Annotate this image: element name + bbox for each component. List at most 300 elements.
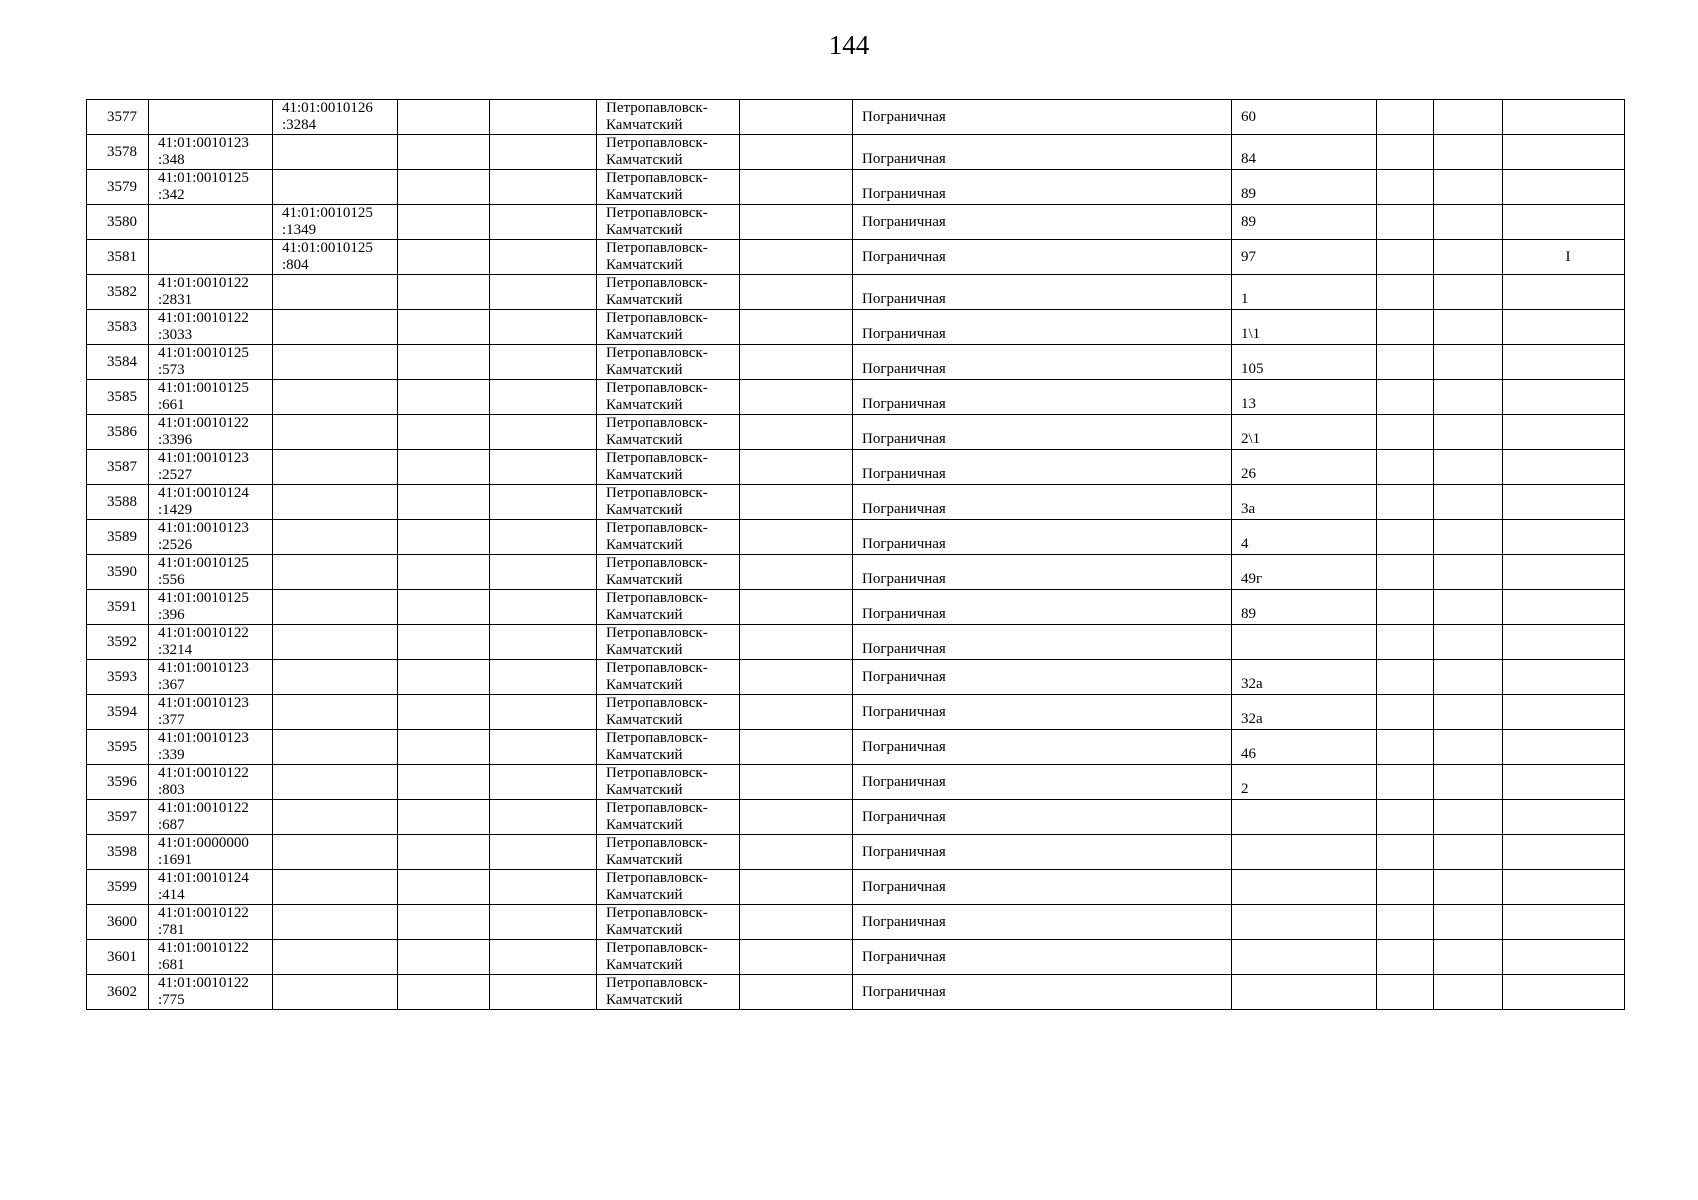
city-cell (597, 800, 740, 835)
empty-cell (490, 135, 597, 170)
empty-cell (740, 415, 853, 450)
empty-cell (740, 485, 853, 520)
city-line: Камчатский (606, 782, 683, 798)
row-number-cell: 3595 (87, 730, 149, 765)
city-line: Петропавловск- (606, 590, 708, 606)
row-number-cell: 3580 (87, 205, 149, 240)
empty-cell (1434, 205, 1503, 240)
house-number-cell: 89 (1232, 205, 1377, 240)
table-row (87, 135, 1625, 170)
table-row (87, 205, 1625, 240)
empty-cell (1377, 590, 1434, 625)
cadastral-number-cell (149, 975, 273, 1010)
city-line: Петропавловск- (606, 240, 708, 256)
empty-cell (740, 275, 853, 310)
table-row (87, 555, 1625, 590)
city-cell (597, 485, 740, 520)
empty-cell (1377, 695, 1434, 730)
empty-cell (398, 310, 490, 345)
house-number-cell (1232, 625, 1377, 660)
cadastral-number-cell (149, 275, 273, 310)
empty-cell (490, 940, 597, 975)
city-line: Петропавловск- (606, 765, 708, 781)
note-cell (1503, 660, 1625, 695)
cadastral-number-line: 41:01:0010123 (158, 450, 249, 466)
note-cell (1503, 345, 1625, 380)
note-cell (1503, 310, 1625, 345)
cadastral-number-cell (149, 520, 273, 555)
cadastral-number-line: :2526 (158, 537, 193, 553)
city-line: Камчатский (606, 852, 683, 868)
city-line: Петропавловск- (606, 800, 708, 816)
street-cell: Пограничная (853, 450, 1232, 485)
city-cell (597, 695, 740, 730)
city-line: Петропавловск- (606, 100, 708, 116)
street-cell: Пограничная (853, 135, 1232, 170)
row-number-cell: 3590 (87, 555, 149, 590)
city-line: Петропавловск- (606, 730, 708, 746)
empty-cell (740, 135, 853, 170)
empty-cell (1377, 660, 1434, 695)
house-number-cell: 46 (1232, 730, 1377, 765)
cadastral-number-cell (149, 450, 273, 485)
cadastral-number-line: :687 (158, 817, 185, 833)
cadastral-number-line: :1691 (158, 852, 193, 868)
cadastral-number-line: 41:01:0010124 (158, 870, 249, 886)
empty-cell (740, 940, 853, 975)
street-cell: Пограничная (853, 625, 1232, 660)
row-number-cell: 3591 (87, 590, 149, 625)
city-line: Камчатский (606, 222, 683, 238)
house-number-cell: 49г (1232, 555, 1377, 590)
empty-cell (490, 905, 597, 940)
empty-cell (740, 205, 853, 240)
house-number-cell: 89 (1232, 590, 1377, 625)
note-cell (1503, 415, 1625, 450)
empty-cell (398, 170, 490, 205)
row-number-cell: 3587 (87, 450, 149, 485)
empty-cell (740, 170, 853, 205)
empty-cell (1377, 975, 1434, 1010)
city-cell (597, 240, 740, 275)
note-cell (1503, 275, 1625, 310)
city-line: Камчатский (606, 502, 683, 518)
table-row (87, 240, 1625, 275)
note-cell (1503, 765, 1625, 800)
row-number-cell: 3601 (87, 940, 149, 975)
city-cell (597, 345, 740, 380)
cadastral-number-alt-cell (273, 660, 398, 695)
city-line: Петропавловск- (606, 660, 708, 676)
row-number-cell: 3593 (87, 660, 149, 695)
empty-cell (490, 170, 597, 205)
city-line: Петропавловск- (606, 170, 708, 186)
empty-cell (398, 590, 490, 625)
city-cell (597, 415, 740, 450)
cadastral-number-cell (149, 310, 273, 345)
table-row (87, 275, 1625, 310)
empty-cell (1377, 520, 1434, 555)
cadastral-number-alt-cell (273, 940, 398, 975)
house-number-cell (1232, 940, 1377, 975)
empty-cell (1377, 415, 1434, 450)
cadastral-number-line: 41:01:0010122 (158, 415, 249, 431)
city-cell (597, 170, 740, 205)
cadastral-number-alt-cell (273, 590, 398, 625)
cadastral-number-cell (149, 800, 273, 835)
empty-cell (1377, 485, 1434, 520)
city-cell (597, 310, 740, 345)
cadastral-number-line: 41:01:0010122 (158, 800, 249, 816)
empty-cell (490, 870, 597, 905)
note-cell: I (1503, 240, 1625, 275)
cadastral-number-cell (149, 485, 273, 520)
street-cell: Пограничная (853, 520, 1232, 555)
city-cell (597, 590, 740, 625)
table-row (87, 380, 1625, 415)
cadastral-number-line: :1349 (282, 222, 317, 238)
empty-cell (1434, 905, 1503, 940)
empty-cell (1377, 730, 1434, 765)
street-cell: Пограничная (853, 730, 1232, 765)
empty-cell (1434, 590, 1503, 625)
cadastral-number-cell (149, 135, 273, 170)
row-number-cell: 3592 (87, 625, 149, 660)
table-row (87, 345, 1625, 380)
cadastral-number-alt-cell (273, 345, 398, 380)
table-row (87, 485, 1625, 520)
city-line: Камчатский (606, 992, 683, 1008)
cadastral-number-alt-cell (273, 975, 398, 1010)
cadastral-number-line: :3284 (282, 117, 317, 133)
street-cell: Пограничная (853, 345, 1232, 380)
cadastral-number-line: :1429 (158, 502, 193, 518)
note-cell (1503, 940, 1625, 975)
empty-cell (740, 100, 853, 135)
empty-cell (490, 240, 597, 275)
row-number-cell: 3602 (87, 975, 149, 1010)
cadastral-number-alt-cell (273, 730, 398, 765)
empty-cell (1434, 240, 1503, 275)
house-number-cell (1232, 975, 1377, 1010)
cadastral-number-line: :661 (158, 397, 185, 413)
cadastral-number-cell (149, 100, 273, 135)
street-cell: Пограничная (853, 555, 1232, 590)
empty-cell (1434, 800, 1503, 835)
row-number-cell: 3598 (87, 835, 149, 870)
empty-cell (1434, 100, 1503, 135)
cadastral-number-line: 41:01:0010126 (282, 100, 373, 116)
note-cell (1503, 835, 1625, 870)
empty-cell (1434, 170, 1503, 205)
table-row (87, 660, 1625, 695)
cadastral-number-line: 41:01:0010125 (158, 345, 249, 361)
city-line: Петропавловск- (606, 135, 708, 151)
note-cell (1503, 870, 1625, 905)
cadastral-number-alt-cell (273, 310, 398, 345)
empty-cell (398, 450, 490, 485)
empty-cell (398, 870, 490, 905)
city-line: Петропавловск- (606, 415, 708, 431)
cadastral-number-line: 41:01:0010123 (158, 135, 249, 151)
city-line: Петропавловск- (606, 975, 708, 991)
note-cell (1503, 730, 1625, 765)
cadastral-number-line: 41:01:0010122 (158, 765, 249, 781)
cadastral-number-line: 41:01:0010122 (158, 905, 249, 921)
empty-cell (490, 205, 597, 240)
note-cell (1503, 485, 1625, 520)
city-line: Петропавловск- (606, 275, 708, 291)
empty-cell (1434, 275, 1503, 310)
cadastral-number-cell (149, 170, 273, 205)
city-cell (597, 100, 740, 135)
table-row (87, 730, 1625, 765)
cadastral-number-line: :804 (282, 257, 309, 273)
empty-cell (1434, 765, 1503, 800)
note-cell (1503, 135, 1625, 170)
city-line: Камчатский (606, 887, 683, 903)
cadastral-number-line: :367 (158, 677, 185, 693)
house-number-cell: 89 (1232, 170, 1377, 205)
row-number-cell: 3600 (87, 905, 149, 940)
cadastral-number-alt-cell (273, 765, 398, 800)
street-cell: Пограничная (853, 695, 1232, 730)
row-number-cell: 3596 (87, 765, 149, 800)
house-number-cell: 13 (1232, 380, 1377, 415)
cadastral-number-alt-cell (273, 695, 398, 730)
empty-cell (398, 205, 490, 240)
city-line: Камчатский (606, 257, 683, 273)
house-number-cell: 2 (1232, 765, 1377, 800)
street-cell: Пограничная (853, 240, 1232, 275)
empty-cell (398, 905, 490, 940)
city-line: Петропавловск- (606, 695, 708, 711)
city-cell (597, 275, 740, 310)
cadastral-number-line: :3396 (158, 432, 193, 448)
empty-cell (398, 940, 490, 975)
cadastral-number-cell (149, 835, 273, 870)
cadastral-number-alt-cell (273, 100, 398, 135)
house-number-cell (1232, 870, 1377, 905)
empty-cell (1377, 310, 1434, 345)
empty-cell (740, 870, 853, 905)
row-number-cell: 3585 (87, 380, 149, 415)
empty-cell (740, 345, 853, 380)
empty-cell (1377, 450, 1434, 485)
house-number-cell: 32а (1232, 660, 1377, 695)
empty-cell (398, 975, 490, 1010)
street-cell: Пограничная (853, 765, 1232, 800)
street-cell: Пограничная (853, 590, 1232, 625)
cadastral-number-alt-cell (273, 170, 398, 205)
city-line: Петропавловск- (606, 450, 708, 466)
cadastral-number-line: 41:01:0010125 (158, 380, 249, 396)
empty-cell (740, 555, 853, 590)
empty-cell (740, 310, 853, 345)
empty-cell (1434, 345, 1503, 380)
empty-cell (740, 905, 853, 940)
street-cell: Пограничная (853, 170, 1232, 205)
cadastral-number-line: 41:01:0010123 (158, 695, 249, 711)
page-number: 144 (828, 30, 870, 60)
empty-cell (740, 380, 853, 415)
street-cell: Пограничная (853, 660, 1232, 695)
cadastral-number-cell (149, 765, 273, 800)
cadastral-number-cell (149, 730, 273, 765)
row-number-cell: 3586 (87, 415, 149, 450)
empty-cell (1434, 485, 1503, 520)
street-cell: Пограничная (853, 800, 1232, 835)
cadastral-number-alt-cell (273, 905, 398, 940)
city-cell (597, 135, 740, 170)
city-line: Камчатский (606, 117, 683, 133)
city-cell (597, 765, 740, 800)
street-cell: Пограничная (853, 100, 1232, 135)
row-number-cell: 3584 (87, 345, 149, 380)
empty-cell (398, 765, 490, 800)
cadastral-number-cell (149, 380, 273, 415)
cadastral-number-line: 41:01:0010122 (158, 940, 249, 956)
empty-cell (1377, 625, 1434, 660)
cadastral-number-cell (149, 415, 273, 450)
cadastral-number-alt-cell (273, 450, 398, 485)
cadastral-number-line: :2831 (158, 292, 193, 308)
city-line: Камчатский (606, 747, 683, 763)
city-line: Петропавловск- (606, 870, 708, 886)
registry-table (86, 99, 1625, 1010)
house-number-cell: 105 (1232, 345, 1377, 380)
cadastral-number-cell (149, 590, 273, 625)
cadastral-number-line: 41:01:0010122 (158, 310, 249, 326)
city-line: Петропавловск- (606, 555, 708, 571)
city-line: Камчатский (606, 607, 683, 623)
table-row (87, 940, 1625, 975)
cadastral-number-line: 41:01:0010122 (158, 275, 249, 291)
cadastral-number-alt-cell (273, 555, 398, 590)
cadastral-number-line: 41:01:0010125 (158, 170, 249, 186)
street-cell: Пограничная (853, 415, 1232, 450)
cadastral-number-line: :3214 (158, 642, 193, 658)
city-cell (597, 625, 740, 660)
city-line: Камчатский (606, 642, 683, 658)
cadastral-number-line: 41:01:0010124 (158, 485, 249, 501)
cadastral-number-line: :377 (158, 712, 185, 728)
house-number-cell: 4 (1232, 520, 1377, 555)
empty-cell (1377, 940, 1434, 975)
city-line: Камчатский (606, 817, 683, 833)
empty-cell (490, 730, 597, 765)
cadastral-number-line: :414 (158, 887, 185, 903)
note-cell (1503, 625, 1625, 660)
empty-cell (398, 100, 490, 135)
empty-cell (490, 380, 597, 415)
empty-cell (1434, 135, 1503, 170)
cadastral-number-line: :803 (158, 782, 185, 798)
empty-cell (1434, 555, 1503, 590)
empty-cell (1377, 240, 1434, 275)
city-cell (597, 835, 740, 870)
empty-cell (490, 800, 597, 835)
empty-cell (1434, 730, 1503, 765)
row-number-cell: 3583 (87, 310, 149, 345)
empty-cell (1377, 870, 1434, 905)
empty-cell (1377, 345, 1434, 380)
empty-cell (1377, 100, 1434, 135)
city-cell (597, 905, 740, 940)
empty-cell (1434, 310, 1503, 345)
note-cell (1503, 170, 1625, 205)
cadastral-number-alt-cell (273, 135, 398, 170)
table-row (87, 765, 1625, 800)
empty-cell (490, 555, 597, 590)
empty-cell (740, 625, 853, 660)
city-line: Камчатский (606, 537, 683, 553)
cadastral-number-line: :781 (158, 922, 185, 938)
empty-cell (490, 625, 597, 660)
empty-cell (1434, 940, 1503, 975)
street-cell: Пограничная (853, 905, 1232, 940)
city-line: Камчатский (606, 187, 683, 203)
cadastral-number-alt-cell (273, 835, 398, 870)
note-cell (1503, 975, 1625, 1010)
empty-cell (740, 450, 853, 485)
empty-cell (398, 275, 490, 310)
cadastral-number-alt-cell (273, 800, 398, 835)
table-row (87, 870, 1625, 905)
empty-cell (398, 730, 490, 765)
empty-cell (398, 345, 490, 380)
street-cell: Пограничная (853, 975, 1232, 1010)
cadastral-number-cell (149, 345, 273, 380)
empty-cell (490, 520, 597, 555)
empty-cell (490, 415, 597, 450)
city-line: Камчатский (606, 327, 683, 343)
row-number-cell: 3594 (87, 695, 149, 730)
empty-cell (490, 100, 597, 135)
cadastral-number-alt-cell (273, 870, 398, 905)
empty-cell (490, 765, 597, 800)
empty-cell (490, 975, 597, 1010)
street-cell: Пограничная (853, 205, 1232, 240)
cadastral-number-line: :3033 (158, 327, 193, 343)
city-cell (597, 870, 740, 905)
table-row (87, 695, 1625, 730)
city-cell (597, 940, 740, 975)
note-cell (1503, 905, 1625, 940)
empty-cell (398, 555, 490, 590)
empty-cell (740, 520, 853, 555)
table-row (87, 310, 1625, 345)
table-row (87, 625, 1625, 660)
empty-cell (1434, 625, 1503, 660)
house-number-cell: 32а (1232, 695, 1377, 730)
note-cell (1503, 380, 1625, 415)
cadastral-number-cell (149, 555, 273, 590)
empty-cell (1434, 450, 1503, 485)
house-number-cell: 1\1 (1232, 310, 1377, 345)
city-line: Камчатский (606, 432, 683, 448)
row-number-cell: 3581 (87, 240, 149, 275)
table-row (87, 520, 1625, 555)
cadastral-number-alt-cell (273, 520, 398, 555)
note-cell (1503, 450, 1625, 485)
empty-cell (1377, 380, 1434, 415)
note-cell (1503, 695, 1625, 730)
note-cell (1503, 100, 1625, 135)
empty-cell (740, 730, 853, 765)
empty-cell (490, 660, 597, 695)
house-number-cell (1232, 800, 1377, 835)
